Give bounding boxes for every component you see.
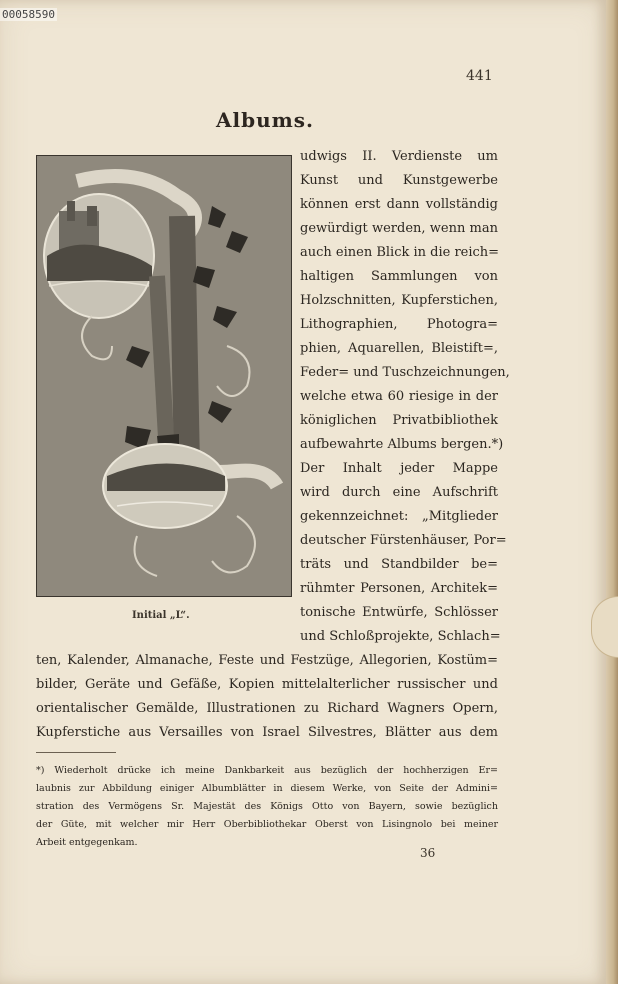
column-text-line: königlichen Privatbibliothek: [300, 413, 498, 428]
footnote-line: der Güte, mit welcher mir Herr Oberbibliothekar Oberst von Lisingnolo bei meiner: [36, 819, 498, 830]
column-text-line: haltigen Sammlungen von: [300, 269, 498, 284]
column-text-line: und Schloßprojekte, Schlach=: [300, 629, 501, 644]
body-text-line: bilder, Geräte und Gefäße, Kopien mittelalterlicher russischer und: [36, 677, 498, 692]
figure-caption: Initial „L“.: [132, 610, 190, 621]
column-text-line: gewürdigt werden, wenn man: [300, 221, 498, 236]
column-text-line: udwigs II. Verdienste um: [300, 149, 498, 164]
initial-l-engraving: [37, 156, 291, 596]
column-text-line: Holzschnitten, Kupferstichen,: [300, 293, 498, 308]
footnote-line: laubnis zur Abbildung einiger Albumblätter in diesem Werke, von Seite der Admini=: [36, 783, 498, 794]
footnote-line: *) Wiederholt drücke ich meine Dankbarkeit aus bezüglich der hochherzigen Er=: [36, 765, 498, 776]
footnote-line: stration des Vermögens Sr. Majestät des Königs Otto von Bayern, sowie bezüglich: [36, 801, 498, 812]
page-number: 441: [466, 68, 493, 84]
column-text-line: können erst dann vollständig: [300, 197, 498, 212]
column-text-line: rühmter Personen, Architek=: [300, 581, 498, 596]
column-text-line: phien, Aquarellen, Bleistift=,: [300, 341, 498, 356]
column-text-line: welche etwa 60 riesige in der: [300, 389, 498, 404]
running-head-title: Albums.: [215, 108, 315, 132]
column-text-line: tonische Entwürfe, Schlösser: [300, 605, 498, 620]
column-text-line: wird durch eine Aufschrift: [300, 485, 498, 500]
body-text-line: orientalischer Gemälde, Illustrationen zu Richard Wagners Opern,: [36, 701, 498, 716]
column-text-line: gekennzeichnet: „Mitglieder: [300, 509, 498, 524]
column-text-line: deutscher Fürstenhäuser, Por=: [300, 533, 507, 548]
initial-illustration: [36, 155, 292, 597]
page-edge: [606, 0, 618, 984]
column-text-line: Kunst und Kunstgewerbe: [300, 173, 498, 188]
column-text-line: träts und Standbilder be=: [300, 557, 498, 572]
footnote-line: Arbeit entgegenkam.: [36, 837, 138, 848]
column-text-line: aufbewahrte Albums bergen.*): [300, 437, 504, 452]
footnote-rule: [36, 752, 116, 753]
column-text-line: auch einen Blick in die reich=: [300, 245, 500, 260]
column-text-line: Lithographien, Photogra=: [300, 317, 498, 332]
column-text-line: Feder= und Tuschzeichnungen,: [300, 365, 510, 380]
body-text-line: ten, Kalender, Almanache, Feste und Festzüge, Allegorien, Kostüm=: [36, 653, 498, 668]
column-text-line: Der Inhalt jeder Mappe: [300, 461, 498, 476]
body-text-line: Kupferstiche aus Versailles von Israel Silvestres, Blätter aus dem: [36, 725, 498, 740]
signature-mark: 36: [420, 846, 436, 860]
scan-id-label: 00058590: [2, 8, 55, 21]
